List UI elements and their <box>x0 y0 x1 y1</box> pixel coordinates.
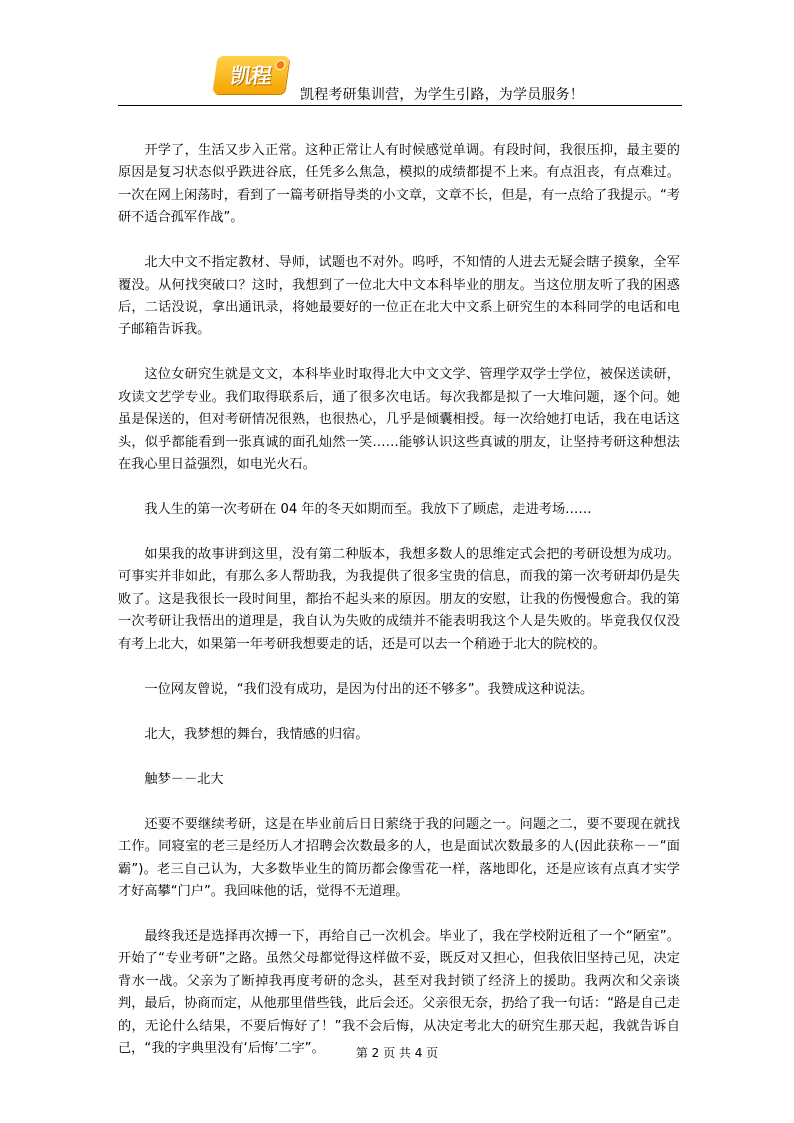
document-body <box>118 140 680 1083</box>
header-tagline: 凯程考研集训营，为学生引路，为学员服务！ <box>300 87 584 103</box>
page-number: 第 2 页 共 4 页 <box>355 1046 439 1060</box>
paragraph: 开学了，生活又步入正常。这种正常让人有时候感觉单调。有段时间，我很压抑，最主要的原因是复习状态似乎跌进谷底，任凭多么焦急，模拟的成绩都提不上来。有点沮丧，有点难过。一次在网上闲荡时，看到了一篇考研指导类的小文章，文章不长，但是，有一点给了我提示。“考研不适合孤军作战”。 <box>118 143 681 226</box>
paragraph: 最终我还是选择再次搏一下，再给自己一次机会。毕业了，我在学校附近租了一个“陋室”。开始了“专业考研”之路。虽然父母都觉得这样做不妥，既反对又担心，但我依旧坚持己见，决定背水一战。父亲为了断掉我再度考研的念头，甚至对我封锁了经济上的援助。我两次和父亲谈判，最后，协商而定，从他那里借些钱，此后会还。父亲很无奈，扔给了我一句话：“路是自己走的，无论什么结果，不要后悔好了！”我不会后悔，从决定考北大的研究生那天起，我就告诉自己，“我的字典里没有‘后悔’二字”。 <box>118 928 680 1056</box>
paragraph: 我人生的第一次考研在 04 年的冬天如期而至。我放下了顾虑，走进考场…… <box>144 502 592 518</box>
paragraph: 北大中文不指定教材、导师，试题也不对外。呜呼，不知情的人进去无疑会瞎子摸象，全军覆没。从何找突破口？这时，我想到了一位北大中文本科毕业的朋友。当这位朋友听了我的困惑后，二话没说，拿出通讯录，将她最要好的一位正在北大中文系上研究生的本科同学的电话和电子邮箱告诉我。 <box>118 255 680 338</box>
paragraph: 还要不要继续考研，这是在毕业前后日日萦绕于我的问题之一。问题之二，要不要现在就找工作。同寝室的老三是经历人才招聘会次数最多的人，也是面试次数最多的人(因此获称－－“面霸”)。老三自己认为，大多数毕业生的简历都会像雪花一样，落地即化，还是应该有点真才实学才好高攀“门户”。我回味他的话，觉得不无道理。 <box>118 816 680 899</box>
header-divider <box>118 105 682 106</box>
kaicheng-logo <box>212 56 289 94</box>
paragraph: 一位网友曾说，“我们没有成功，是因为付出的还不够多”。我赞成这种说法。 <box>144 681 594 697</box>
page-header <box>0 0 794 110</box>
section-heading: 触梦－－北大 <box>144 771 224 787</box>
paragraph: 北大，我梦想的舞台，我情感的归宿。 <box>144 726 369 742</box>
paragraph: 如果我的故事讲到这里，没有第二种版本，我想多数人的思维定式会把的考研设想为成功。可事实并非如此，有那么多人帮助我，为我提供了很多宝贵的信息，而我的第一次考研却仍是失败了。这是我很长一段时间里，都抬不起头来的原因。朋友的安慰，让我的伤慢慢愈合。我的第一次考研让我悟出的道理是，我自认为失败的成绩并不能表明我这个人是失败的。毕竟我仅仅没有考上北大，如果第一年考研我想要走的话，还是可以去一个稍逊于北大的院校的。 <box>118 547 680 652</box>
paragraph: 这位女研究生就是文文，本科毕业时取得北大中文文学、管理学双学士学位，被保送读研，攻读文艺学专业。我们取得联系后，通了很多次电话。每次我都是拟了一大堆问题，逐个问。她虽是保送的，但对考研情况很熟，也很热心，几乎是倾囊相授。每一次给她打电话，我在电话这头，似乎都能看到一张真诚的面孔灿然一笑……能够认识这些真诚的朋友，让坚持考研这种想法在我心里日益强烈，如电光火石。 <box>118 367 680 473</box>
logo-text: 凯程 <box>229 64 273 88</box>
